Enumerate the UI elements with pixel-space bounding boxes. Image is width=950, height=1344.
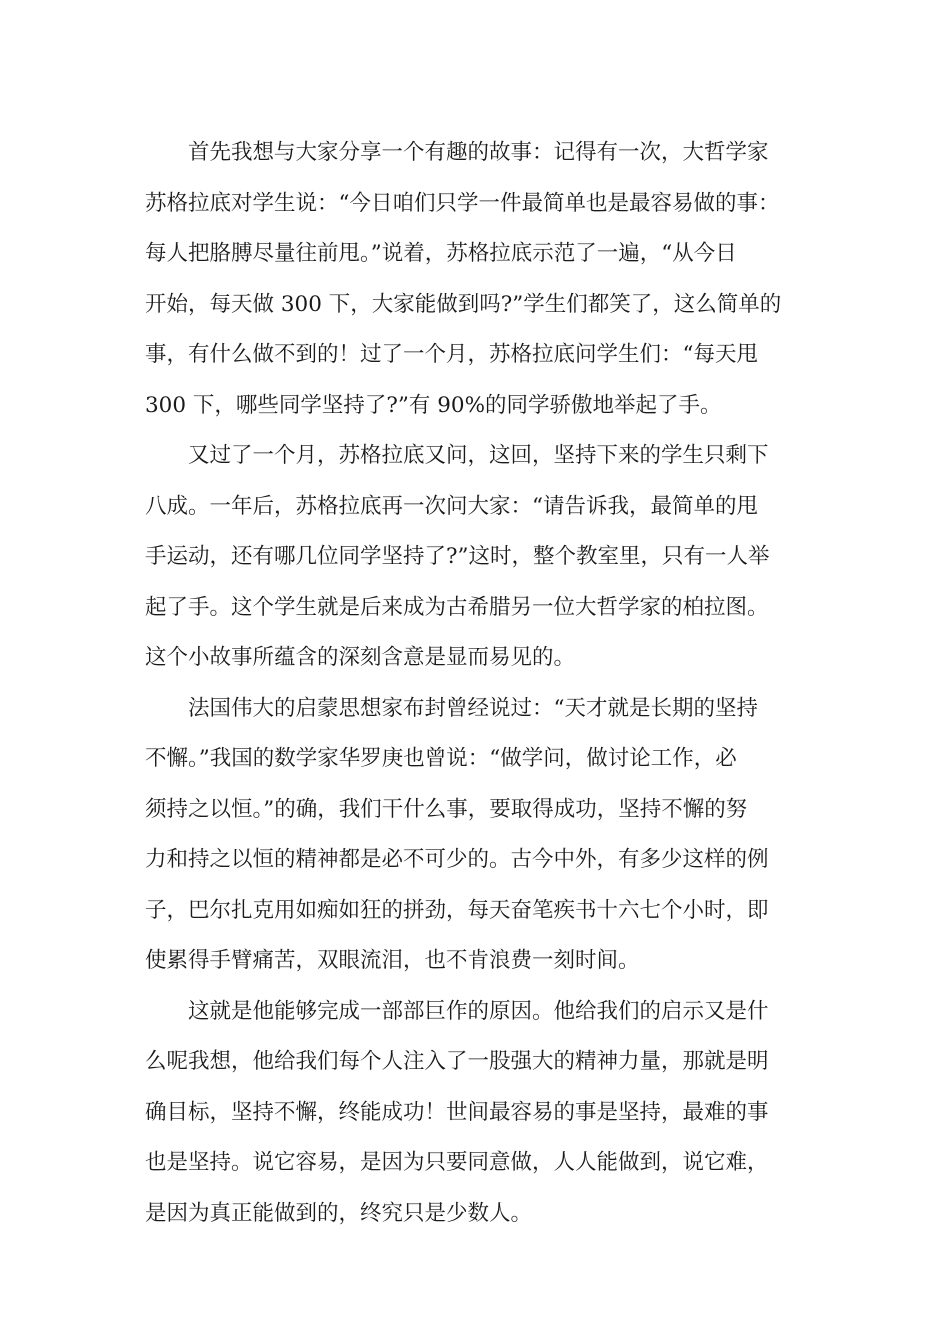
paragraph	[145, 987, 807, 1240]
paragraph-line: 法国伟大的启蒙思想家布封曾经说过：“天才就是长期的坚持	[188, 695, 758, 721]
paragraph-line: 每人把胳膊尽量往前甩。”说着，苏格拉底示范了一遍，“从今日	[145, 241, 737, 266]
paragraph-line: 事，有什么做不到的！过了一个月，苏格拉底问学生们：“每天甩	[145, 342, 758, 367]
paragraph-line: 开始，每天做 300 下，大家能做到吗?”学生们都笑了，这么简单的	[145, 291, 782, 317]
paragraph-line: 子，巴尔扎克用如痴如狂的拼劲，每天奋笔疾书十六七个小时，即	[145, 897, 769, 923]
paragraph-line: 起了手。这个学生就是后来成为古希腊另一位大哲学家的柏拉图。	[145, 594, 769, 620]
paragraph	[145, 128, 807, 431]
paragraph-line: 八成。一年后，苏格拉底再一次问大家：“请告诉我，最简单的甩	[145, 493, 758, 519]
paragraph-line: 这个小故事所蕴含的深刻含意是显而易见的。	[145, 645, 576, 670]
paragraph-line: 300 下，哪些同学坚持了?”有 90%的同学骄傲地举起了手。	[145, 392, 722, 418]
paragraph-line: 是因为真正能做到的，终究只是少数人。	[145, 1200, 533, 1226]
paragraph-line: 手运动，还有哪几位同学坚持了?”这时，整个教室里，只有一人举	[145, 544, 770, 569]
paragraph-line: 苏格拉底对学生说：“今日咱们只学一件最简单也是最容易做的事：	[145, 190, 780, 216]
paragraph-line: 也是坚持。说它容易，是因为只要同意做，人人能做到，说它难，	[145, 1150, 769, 1175]
paragraph-line: 不懈。”我国的数学家华罗庚也曾说：“做学问，做讨论工作，必	[145, 746, 737, 771]
paragraph-line: 首先我想与大家分享一个有趣的故事：记得有一次，大哲学家	[188, 140, 769, 165]
paragraph-line: 确目标，坚持不懈，终能成功！世间最容易的事是坚持，最难的事	[145, 1099, 769, 1125]
paragraph-line: 使累得手臂痛苦，双眼流泪，也不肯浪费一刻时间。	[145, 948, 640, 973]
paragraph	[145, 684, 807, 987]
paragraph	[145, 431, 807, 684]
paragraph-line: 这就是他能够完成一部部巨作的原因。他给我们的启示又是什	[188, 998, 769, 1024]
paragraph-line: 须持之以恒。”的确，我们干什么事，要取得成功，坚持不懈的努	[145, 796, 748, 822]
paragraph-line: 力和持之以恒的精神都是必不可少的。古今中外，有多少这样的例	[145, 847, 769, 872]
paragraph-line: 么呢我想，他给我们每个人注入了一股强大的精神力量，那就是明	[145, 1049, 769, 1074]
paragraph-line: 又过了一个月，苏格拉底又问，这回，坚持下来的学生只剩下	[188, 443, 769, 468]
document-body	[145, 128, 807, 1239]
